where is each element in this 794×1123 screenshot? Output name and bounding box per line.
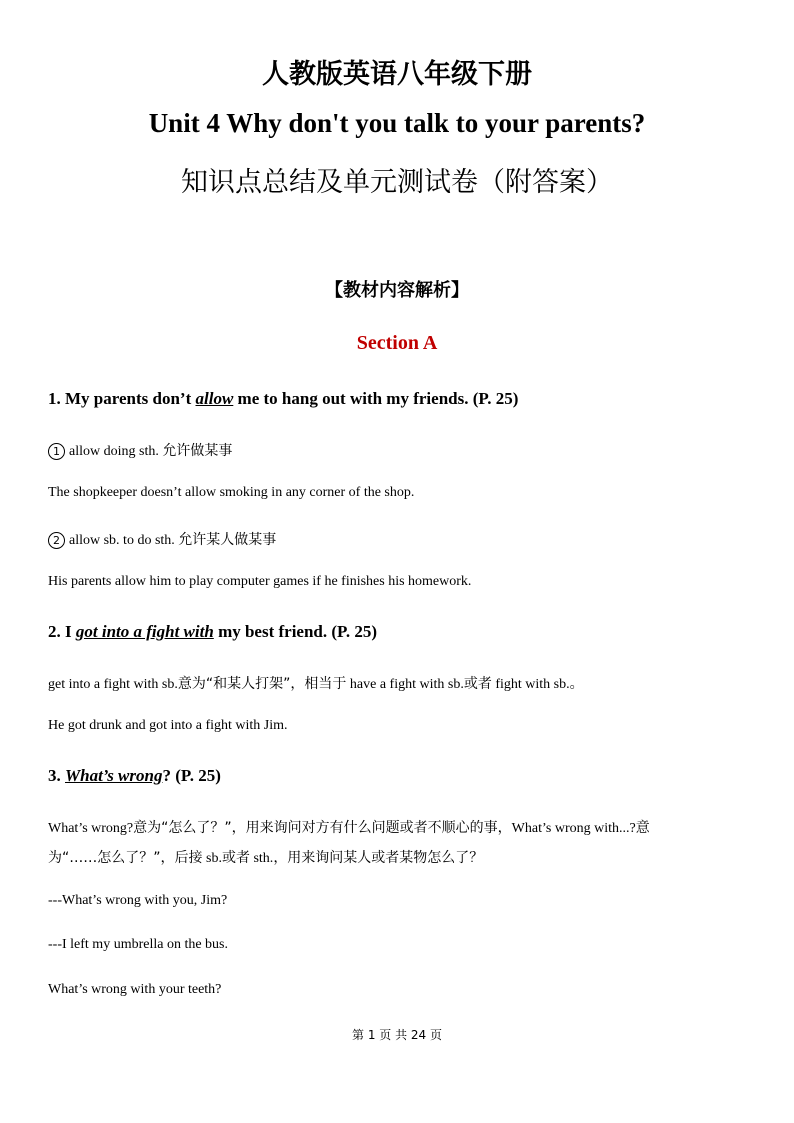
item-1-heading-prefix: 1. My parents don’t <box>48 389 196 408</box>
note-text: What’s wrong? <box>48 821 134 836</box>
note-text: sb. <box>202 851 222 866</box>
note-text: 或者 <box>463 676 492 692</box>
section-label: Section A <box>356 332 438 354</box>
item-3-note-line-2 <box>48 847 483 867</box>
item-1-heading <box>48 389 518 409</box>
item-3-heading-prefix: 3. <box>48 766 65 785</box>
note-text: 。 <box>569 676 584 692</box>
note-text: sth. <box>249 851 274 866</box>
title-line-2: Unit 4 Why don't you talk to your parents? <box>148 108 646 138</box>
item-3-keyword: What’s wrong <box>65 766 163 785</box>
note-text: 意 <box>635 820 650 836</box>
item-2-heading <box>48 622 377 642</box>
note-text: get into a fight with sb. <box>48 677 178 692</box>
item-2-heading-prefix: 2. I <box>48 622 76 641</box>
note-text: have a fight with sb. <box>346 677 464 692</box>
item-3-heading-suffix: ? (P. 25) <box>162 766 221 785</box>
item-3-example-1: ---What’s wrong with you, Jim? <box>48 893 228 908</box>
item-1-sub-2 <box>48 529 276 549</box>
note-text: fight with sb. <box>491 677 570 692</box>
item-2-example-1: He got drunk and got into a fight with Jim. <box>48 718 288 733</box>
note-text: 为“……怎么了？”，后接 <box>48 850 203 866</box>
item-3-example-2: ---I left my umbrella on the bus. <box>48 937 229 952</box>
note-text: ，用来询问某人或者某物怎么了？ <box>273 850 484 866</box>
item-3-note-line-1 <box>48 817 650 837</box>
item-1-sub-2-en: allow sb. to do sth. <box>69 533 179 548</box>
item-1-example-1: The shopkeeper doesn’t allow smoking in any corner of the shop. <box>48 485 415 500</box>
item-1-sub-2-cn: 允许某人做某事 <box>178 532 277 548</box>
item-1-sub-1 <box>48 440 232 460</box>
section-heading: 【教材内容解析】 <box>325 280 469 301</box>
item-1-keyword: allow <box>195 389 234 408</box>
item-3-heading <box>48 766 221 786</box>
circled-number-1: 1 <box>48 443 65 460</box>
item-2-keyword: got into a fight with <box>75 622 214 641</box>
note-text: What’s wrong with...? <box>511 821 636 836</box>
circled-number-2: 2 <box>48 532 65 549</box>
title-line-1: 人教版英语八年级下册 <box>262 59 532 90</box>
item-1-sub-1-en: allow doing sth. <box>69 444 163 459</box>
item-1-heading-suffix: me to hang out with my friends. (P. 25) <box>233 389 519 408</box>
item-2-note <box>48 673 584 693</box>
page-footer: 第 1 页 共 24 页 <box>352 1028 442 1042</box>
item-1-sub-1-cn: 允许做某事 <box>162 443 233 459</box>
item-1-example-2: His parents allow him to play computer games if he finishes his homework. <box>48 574 472 589</box>
note-text: 意为“怎么了？”，用来询问对方有什么问题或者不顺心的事， <box>133 820 512 836</box>
note-text: 或者 <box>221 850 250 866</box>
note-text: 意为“和某人打架”，相当于 <box>177 676 347 692</box>
item-2-heading-suffix: my best friend. (P. 25) <box>213 622 378 641</box>
item-3-example-3: What’s wrong with your teeth? <box>48 982 222 997</box>
title-line-3: 知识点总结及单元测试卷（附答案） <box>181 167 613 198</box>
